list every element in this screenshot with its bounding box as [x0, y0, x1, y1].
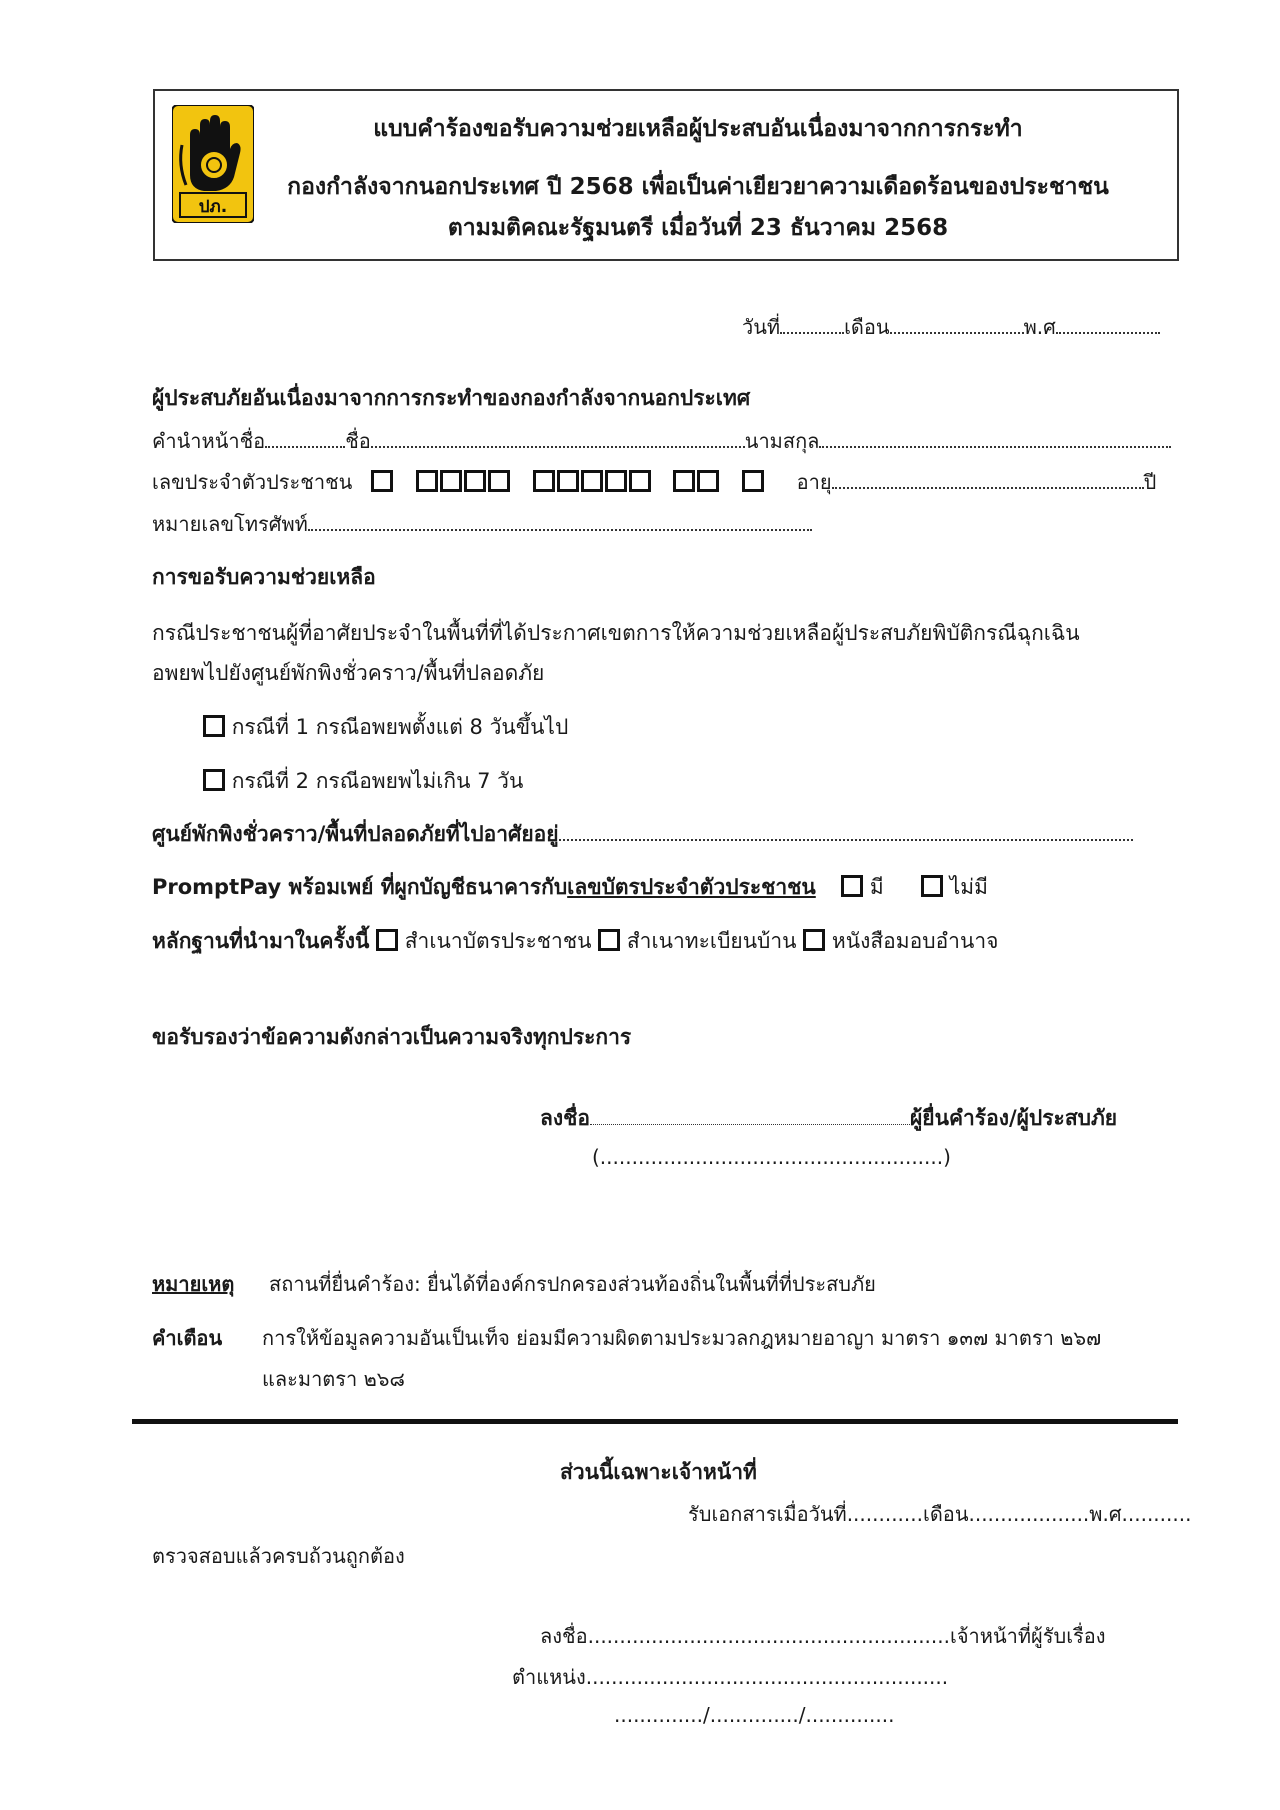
age-field[interactable]: [832, 486, 1144, 489]
id-digit-group-3[interactable]: [533, 470, 651, 494]
id-row: [152, 466, 1156, 498]
promptpay-no-checkbox[interactable]: [921, 875, 943, 897]
year-field[interactable]: [1056, 331, 1160, 334]
case-1-checkbox[interactable]: [203, 715, 225, 737]
prefix-label: คำนำหน้าชื่อ: [152, 429, 266, 453]
applicant-heading: ผู้ประสบภัยอันเนื่องมาจากการกระทำของกองกำลังจากนอกประเทศ: [152, 386, 751, 410]
form-title-line-1: แบบคำร้องขอรับความช่วยเหลือผู้ประสบอันเนื่องมาจากการกระทำ: [373, 116, 1023, 142]
evidence-id-card-label: สำเนาบัตรประชาชน: [404, 929, 592, 953]
phone-label: หมายเลขโทรศัพท์: [152, 512, 308, 536]
officer-signature-row[interactable]: ลงชื่อ.........................................................เจ้าหน้าที่ผู้รับเรื่อง: [540, 1624, 1106, 1648]
note-row: [152, 1268, 876, 1300]
evidence-house-reg-label: สำเนาทะเบียนบ้าน: [626, 929, 797, 953]
year-label: พ.ศ: [1023, 315, 1056, 339]
request-paragraph-line-2: อพยพไปยังศูนย์พักพิงชั่วคราว/พื้นที่ปลอดภัย: [152, 661, 545, 685]
evidence-house-reg-checkbox[interactable]: [598, 929, 620, 951]
evidence-label: หลักฐานที่นำมาในครั้งนี้: [152, 929, 370, 953]
shelter-row: [152, 818, 1133, 851]
signature-field[interactable]: [590, 1123, 910, 1125]
warning-text-line-2: และมาตรา ๒๖๘: [262, 1367, 405, 1391]
officer-position-row[interactable]: ตำแหน่ง.........................................................: [512, 1665, 949, 1689]
date-row: [742, 311, 1160, 343]
evidence-row: [152, 925, 998, 958]
promptpay-label: PromptPay พร้อมเพย์ ที่ผูกบัญชีธนาคารกับ: [152, 875, 568, 899]
id-digit-group-2[interactable]: [416, 470, 510, 494]
officer-section-heading: ส่วนนี้เฉพาะเจ้าหน้าที่: [560, 1460, 757, 1484]
sign-label: ลงชื่อ: [540, 1106, 590, 1130]
applicant-signature-row: [540, 1102, 1117, 1135]
case-1-option[interactable]: [203, 711, 568, 744]
surname-label: นามสกุล: [744, 429, 820, 453]
request-heading: การขอรับความช่วยเหลือ: [152, 565, 376, 589]
phone-field[interactable]: [308, 528, 812, 531]
promptpay-yes-checkbox[interactable]: [841, 875, 863, 897]
promptpay-id-label: เลขบัตรประจำตัวประชาชน: [567, 875, 816, 899]
certify-statement: ขอรับรองว่าข้อความดังกล่าวเป็นความจริงทุกประการ: [152, 1025, 632, 1049]
id-digit-box[interactable]: [371, 470, 393, 494]
signer-name-paren[interactable]: (......................................................): [592, 1145, 951, 1169]
prefix-field[interactable]: [265, 445, 345, 448]
warning-row: [152, 1322, 1101, 1354]
form-title-line-3: ตามมติคณะรัฐมนตรี เมื่อวันที่ 23 ธันวาคม 2568: [447, 215, 949, 241]
month-field[interactable]: [890, 331, 1024, 334]
first-name-field[interactable]: [371, 445, 745, 448]
phone-row: [152, 508, 812, 540]
promptpay-no-label: ไม่มี: [949, 875, 988, 899]
case-2-option[interactable]: [203, 765, 523, 798]
signer-role: ผู้ยื่นคำร้อง/ผู้ประสบภัย: [910, 1106, 1118, 1130]
day-label: วันที่: [742, 315, 781, 339]
id-digit-group-5[interactable]: [742, 470, 764, 494]
case-2-label: กรณีที่ 2 กรณีอพยพไม่เกิน 7 วัน: [231, 769, 524, 793]
warning-text-line-1: การให้ข้อมูลความอันเป็นเท็จ ย่อมมีความผิดตามประมวลกฎหมายอาญา มาตรา ๑๓๗ มาตรา ๒๖๗: [262, 1326, 1102, 1350]
name-row: [152, 425, 1171, 457]
case-2-checkbox[interactable]: [203, 769, 225, 791]
received-date-row[interactable]: รับเอกสารเมื่อวันที่............เดือน...................พ.ศ...........: [688, 1502, 1192, 1526]
first-name-label: ชื่อ: [345, 429, 371, 453]
section-divider: [132, 1419, 1178, 1424]
request-paragraph-line-1: กรณีประชาชนผู้ที่อาศัยประจำในพื้นที่ที่ได้ประกาศเขตการให้ความช่วยเหลือผู้ประสบภัยพิบัติกรณีฉุกเฉิน: [152, 621, 1080, 645]
case-1-label: กรณีที่ 1 กรณีอพยพตั้งแต่ 8 วันขึ้นไป: [231, 715, 569, 739]
surname-field[interactable]: [819, 445, 1171, 448]
header-box: [153, 89, 1179, 261]
note-label: หมายเหตุ: [152, 1272, 235, 1296]
month-label: เดือน: [844, 315, 890, 339]
note-text: สถานที่ยื่นคำร้อง: ยื่นได้ที่องค์กรปกครองส่วนท้องถิ่นในพื้นที่ที่ประสบภัย: [269, 1272, 876, 1296]
promptpay-yes-label: มี: [869, 875, 884, 899]
shelter-label: ศูนย์พักพิงชั่วคราว/พื้นที่ปลอดภัยที่ไปอาศัยอยู่: [152, 822, 559, 846]
officer-date-row[interactable]: ............../............../..............: [614, 1703, 895, 1727]
shelter-field[interactable]: [559, 838, 1133, 841]
warning-label: คำเตือน: [152, 1326, 223, 1350]
age-unit: ปี: [1143, 470, 1157, 494]
age-label: อายุ: [796, 470, 832, 494]
id-digit-group-4[interactable]: [673, 470, 719, 494]
promptpay-row: [152, 871, 988, 904]
form-title-line-2: กองกำลังจากนอกประเทศ ปี 2568 เพื่อเป็นค่าเยียวยาความเดือดร้อนของประชาชน: [287, 174, 1109, 200]
id-label: เลขประจำตัวประชาชน: [152, 470, 353, 494]
verified-statement: ตรวจสอบแล้วครบถ้วนถูกต้อง: [152, 1544, 405, 1568]
logo-text: ปภ.: [198, 197, 228, 217]
evidence-poa-checkbox[interactable]: [803, 929, 825, 951]
evidence-id-card-checkbox[interactable]: [376, 929, 398, 951]
day-field[interactable]: [780, 331, 844, 334]
evidence-poa-label: หนังสือมอบอำนาจ: [831, 929, 999, 953]
